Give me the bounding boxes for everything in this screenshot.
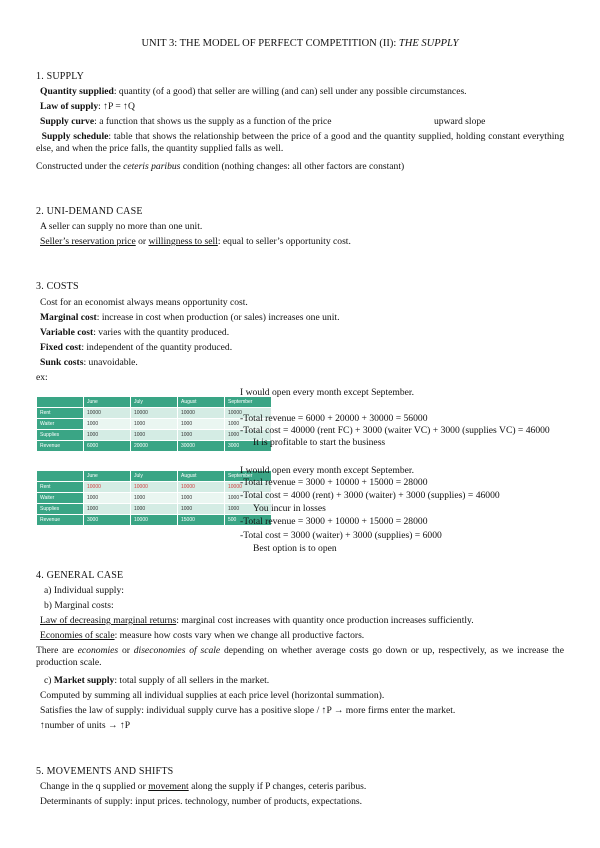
table-cell: 1000 bbox=[131, 493, 178, 504]
section-5-heading: 5. MOVEMENTS AND SHIFTS bbox=[36, 766, 174, 777]
table-cell: 1000 bbox=[131, 504, 178, 515]
term: Sunk costs bbox=[40, 357, 84, 368]
table-cell: 10000 bbox=[84, 408, 131, 419]
variable-cost-line bbox=[40, 327, 229, 339]
row-label: Rent bbox=[37, 482, 84, 493]
definition: : equal to seller’s opportunity cost. bbox=[217, 236, 351, 247]
table-cell: 10000 bbox=[84, 482, 131, 493]
table-cell: 10000 bbox=[178, 408, 225, 419]
notes-1-line: -Total revenue = 6000 + 20000 + 30000 = 56000 bbox=[240, 413, 428, 424]
text: There are bbox=[36, 645, 78, 656]
row-label: Rent bbox=[37, 408, 84, 419]
notes-2-line: -Total revenue = 3000 + 10000 + 15000 = 28000 bbox=[240, 516, 428, 527]
table-cell: 6000 bbox=[84, 441, 131, 452]
table-row bbox=[37, 504, 272, 515]
table-cell: 1000 bbox=[178, 504, 225, 515]
quantity-supplied-line bbox=[40, 86, 467, 98]
law-of-supply-line bbox=[40, 101, 135, 113]
italic-term: diseconomies of scale bbox=[133, 645, 221, 656]
title-main: UNIT 3: THE MODEL OF PERFECT COMPETITION (II): bbox=[141, 38, 399, 49]
row-label: Waiter bbox=[37, 419, 84, 430]
term: Supply schedule bbox=[41, 131, 109, 142]
upward-slope-note: upward slope bbox=[434, 116, 486, 127]
term: Law of decreasing marginal returns bbox=[40, 615, 177, 626]
table-header-row bbox=[37, 397, 272, 408]
text: or bbox=[135, 236, 149, 247]
table-cell: 10000 bbox=[225, 408, 272, 419]
row-label: Supplies bbox=[37, 504, 84, 515]
table-cell: 10000 bbox=[131, 408, 178, 419]
table-cell: 1000 bbox=[178, 419, 225, 430]
text: depending on whether average costs go down or up, respectively, as we increase the production scale. bbox=[36, 645, 564, 668]
term: Marginal cost bbox=[40, 312, 97, 323]
term: Supply curve bbox=[40, 116, 95, 127]
table-row bbox=[37, 408, 272, 419]
uni-demand-line-1: A seller can supply no more than one unit. bbox=[40, 221, 203, 232]
definition: : marginal cost increases with quantity once production increases sufficiently. bbox=[176, 615, 474, 626]
table-header: June bbox=[84, 397, 131, 408]
economies-of-scale-line bbox=[40, 630, 364, 642]
table-cell: 10000 bbox=[225, 482, 272, 493]
term: movement bbox=[148, 781, 189, 792]
notes-2-line: -Total cost = 3000 (waiter) + 3000 (supplies) = 6000 bbox=[240, 530, 442, 541]
definition: : total supply of all sellers in the market. bbox=[114, 675, 270, 686]
definition: : quantity (of a good) that seller are willing (and can) sell under any possible circumstances. bbox=[113, 86, 467, 97]
table-cell: 10000 bbox=[131, 482, 178, 493]
table-cell: 15000 bbox=[178, 515, 225, 526]
table-cell: 1000 bbox=[178, 430, 225, 441]
table-row bbox=[37, 515, 272, 526]
term: Law of supply bbox=[40, 101, 99, 112]
table-cell: 1000 bbox=[225, 430, 272, 441]
market-supply-line bbox=[44, 675, 269, 687]
definition: : table that shows the relationship between the price of a good and the quantity supplied, holding constant everything else, and when the price falls, the quantity supplied falls as well. bbox=[36, 131, 565, 154]
term: Variable cost bbox=[40, 327, 94, 338]
section-2-heading: 2. UNI-DEMAND CASE bbox=[36, 206, 143, 217]
table-row bbox=[37, 482, 272, 493]
table-header: June bbox=[84, 471, 131, 482]
table-cell: 1000 bbox=[225, 419, 272, 430]
page-title bbox=[0, 38, 600, 50]
italic-term: ceteris paribus bbox=[123, 161, 181, 172]
table-header bbox=[37, 471, 84, 482]
definition: : ↑P = ↑Q bbox=[98, 101, 135, 112]
text: along the supply if P changes, ceteris paribus. bbox=[188, 781, 367, 792]
row-label: Revenue bbox=[37, 441, 84, 452]
term: Seller’s reservation price bbox=[40, 236, 136, 247]
example-table-1 bbox=[36, 396, 272, 452]
example-label: ex: bbox=[36, 372, 48, 383]
law-satisfaction-line: Satisfies the law of supply: individual supply curve has a positive slope / ↑P → more firms enter the market. bbox=[40, 705, 456, 716]
table-cell: 1000 bbox=[225, 504, 272, 515]
table-row bbox=[37, 430, 272, 441]
supply-curve-line bbox=[40, 116, 332, 128]
notes-2-line: You incur in losses bbox=[253, 503, 326, 514]
ceteris-paribus-line bbox=[36, 161, 404, 173]
text: condition (nothing changes: all other factors are constant) bbox=[180, 161, 405, 172]
costs-intro-line: Cost for an economist always means opportunity cost. bbox=[40, 297, 248, 308]
definition: : increase in cost when production (or sales) increases one unit. bbox=[96, 312, 340, 323]
text: Change in the q supplied or bbox=[40, 781, 149, 792]
term: Quantity supplied bbox=[40, 86, 114, 97]
term: Market supply bbox=[53, 675, 115, 686]
movement-line bbox=[40, 781, 366, 793]
table-cell: 1000 bbox=[131, 419, 178, 430]
term: Fixed cost bbox=[40, 342, 82, 353]
decreasing-returns-line bbox=[40, 615, 474, 627]
notes-1-line: I would open every month except September. bbox=[240, 387, 414, 398]
definition: : a function that shows us the supply as a function of the price bbox=[94, 116, 332, 127]
table-cell: 20000 bbox=[131, 441, 178, 452]
sunk-costs-line bbox=[40, 357, 138, 369]
term: Economies of scale bbox=[40, 630, 115, 641]
title-italic: THE SUPPLY bbox=[398, 38, 459, 49]
definition: : varies with the quantity produced. bbox=[93, 327, 230, 338]
term: willingness to sell bbox=[148, 236, 218, 247]
notes-2-line: I would open every month except September. bbox=[240, 465, 414, 476]
row-label: Supplies bbox=[37, 430, 84, 441]
text: c) bbox=[44, 675, 54, 686]
table-cell: 10000 bbox=[178, 482, 225, 493]
marginal-cost-line bbox=[40, 312, 339, 324]
table-row bbox=[37, 493, 272, 504]
table-cell: 1000 bbox=[84, 504, 131, 515]
economies-paragraph bbox=[36, 645, 564, 669]
notes-2-line: Best option is to open bbox=[253, 543, 337, 554]
table-cell: 1000 bbox=[84, 493, 131, 504]
italic-term: economies bbox=[77, 645, 119, 656]
table-header: September bbox=[225, 397, 272, 408]
notes-1-line: -Total cost = 40000 (rent FC) + 3000 (waiter VC) + 3000 (supplies VC) = 46000 bbox=[240, 425, 550, 436]
table-cell: 1000 bbox=[84, 419, 131, 430]
table-cell: 30000 bbox=[178, 441, 225, 452]
table-cell: 3000 bbox=[84, 515, 131, 526]
table-row bbox=[37, 419, 272, 430]
table-header bbox=[37, 397, 84, 408]
notes-2-line: -Total cost = 4000 (rent) + 3000 (waiter) + 3000 (supplies) = 46000 bbox=[240, 490, 500, 501]
row-label: Revenue bbox=[37, 515, 84, 526]
table-cell: 1000 bbox=[131, 430, 178, 441]
section-1-heading: 1. SUPPLY bbox=[36, 71, 85, 82]
marginal-costs-line: b) Marginal costs: bbox=[44, 600, 114, 611]
table-cell: 1000 bbox=[84, 430, 131, 441]
table-cell: 3000 bbox=[225, 441, 272, 452]
table-header: August bbox=[178, 471, 225, 482]
supply-schedule-line bbox=[36, 131, 564, 155]
units-line: ↑number of units → ↑P bbox=[40, 720, 131, 731]
section-3-heading: 3. COSTS bbox=[36, 281, 79, 292]
table-header-row bbox=[37, 471, 272, 482]
reservation-price-line bbox=[40, 236, 351, 248]
table-cell: 1000 bbox=[225, 493, 272, 504]
fixed-cost-line bbox=[40, 342, 232, 354]
definition: : unavoidable. bbox=[83, 357, 138, 368]
text: Constructed under the bbox=[36, 161, 124, 172]
section-4-heading: 4. GENERAL CASE bbox=[36, 570, 124, 581]
table-row bbox=[37, 441, 272, 452]
table-cell: 1000 bbox=[178, 493, 225, 504]
individual-supply-line: a) Individual supply: bbox=[44, 585, 124, 596]
table-header: August bbox=[178, 397, 225, 408]
example-table-2 bbox=[36, 470, 272, 526]
definition: : independent of the quantity produced. bbox=[81, 342, 233, 353]
table-header: July bbox=[131, 471, 178, 482]
horizontal-summation-line: Computed by summing all individual supplies at each price level (horizontal summation). bbox=[40, 690, 385, 701]
table-cell: 10000 bbox=[131, 515, 178, 526]
notes-1-line: It is profitable to start the business bbox=[253, 437, 386, 448]
table-header: September bbox=[225, 471, 272, 482]
table-header: July bbox=[131, 397, 178, 408]
table-cell: 500 bbox=[225, 515, 272, 526]
notes-2-line: -Total revenue = 3000 + 10000 + 15000 = 28000 bbox=[240, 477, 428, 488]
text: or bbox=[118, 645, 134, 656]
row-label: Waiter bbox=[37, 493, 84, 504]
definition: : measure how costs vary when we change all productive factors. bbox=[114, 630, 365, 641]
determinants-line: Determinants of supply: input prices. technology, number of products, expectations. bbox=[40, 796, 363, 807]
